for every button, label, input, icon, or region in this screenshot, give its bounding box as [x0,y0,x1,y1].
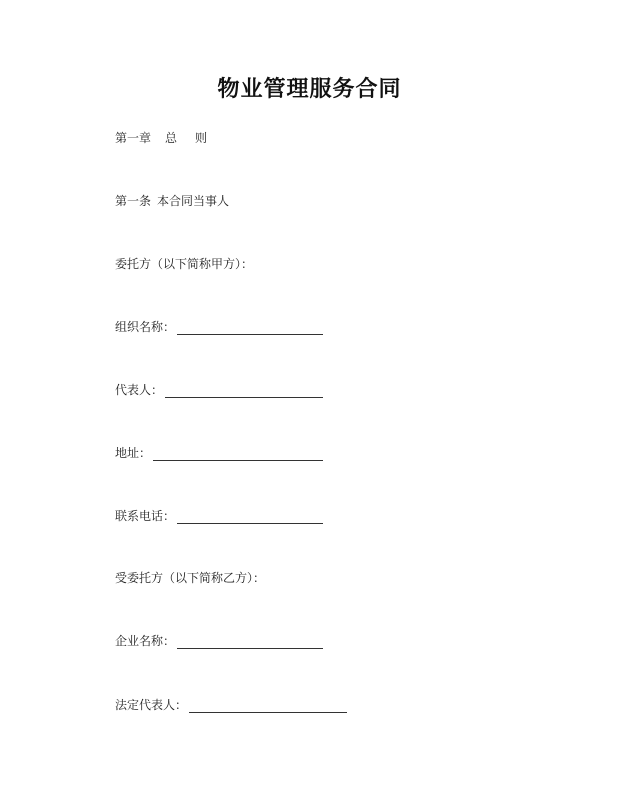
phone-label: 联系电话： [115,509,176,523]
article-number: 第一条 [115,194,152,208]
party-a-representative-row [115,382,323,398]
article-heading [115,193,229,209]
chapter-heading [115,130,207,146]
representative-field[interactable] [165,385,323,398]
party-a-address-row [115,445,323,461]
legal-representative-label: 法定代表人： [115,698,188,712]
organization-name-label: 组织名称： [115,320,176,334]
company-name-label: 企业名称： [115,634,176,648]
party-a-organization-row [115,319,323,335]
address-label: 地址： [115,446,152,460]
phone-field[interactable] [177,511,323,524]
chapter-number: 第一章 [115,131,152,145]
chapter-word-1: 总 [165,131,178,145]
legal-representative-field[interactable] [189,700,347,713]
company-name-field[interactable] [177,636,323,649]
party-a-heading: 委托方（以下简称甲方）： [115,257,254,271]
party-b-legal-rep-row [115,697,347,713]
party-b-company-row [115,633,323,649]
organization-name-field[interactable] [177,322,323,335]
article-text: 本合同当事人 [157,194,230,208]
party-a-phone-row [115,508,323,524]
representative-label: 代表人： [115,383,164,397]
address-field[interactable] [153,448,323,461]
document-title: 物业管理服务合同 [217,77,402,102]
party-b-heading: 受委托方（以下简称乙方）： [115,571,266,585]
chapter-word-2: 则 [195,131,208,145]
